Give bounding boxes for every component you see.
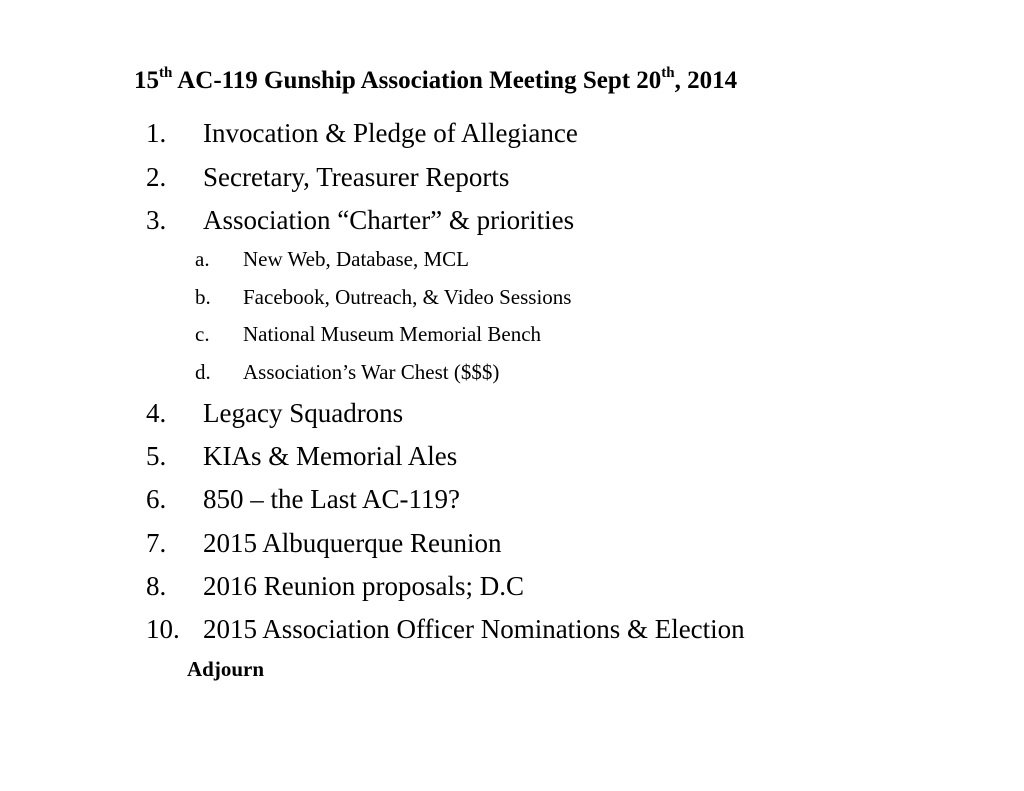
agenda-item-number: 8.: [146, 571, 167, 601]
agenda-subitem-a: [195, 245, 469, 273]
agenda-subitem-letter: c.: [195, 322, 210, 346]
agenda-subitem-letter: b.: [195, 285, 211, 309]
agenda-item-number: 3.: [146, 205, 167, 235]
agenda-subitem-text: Association’s War Chest ($$$): [243, 360, 500, 384]
agenda-item-text: 2015 Association Officer Nominations & Election: [203, 614, 745, 644]
agenda-item-10: [146, 612, 745, 646]
agenda-subitem-b: [195, 283, 571, 311]
agenda-item-7: [146, 526, 501, 560]
agenda-subitem-c: [195, 320, 541, 348]
agenda-item-text: Legacy Squadrons: [203, 398, 404, 428]
agenda-item-1: [146, 116, 578, 150]
agenda-item-3: [146, 203, 574, 237]
agenda-item-text: Secretary, Treasurer Reports: [203, 162, 510, 192]
agenda-subitem-d: [195, 358, 499, 386]
agenda-item-number: 7.: [146, 528, 167, 558]
agenda-item-number: 4.: [146, 398, 167, 428]
document-title: [134, 64, 737, 98]
title-superscript-1: th: [159, 64, 173, 81]
agenda-item-text: Invocation & Pledge of Allegiance: [203, 118, 578, 148]
agenda-item-6: [146, 482, 460, 516]
agenda-subitem-text: National Museum Memorial Bench: [243, 322, 542, 346]
agenda-item-text: 2016 Reunion proposals; D.C: [203, 571, 524, 601]
adjourn-label: Adjourn: [187, 657, 265, 681]
agenda-item-number: 5.: [146, 441, 167, 471]
title-part-1: 15: [134, 67, 159, 94]
agenda-subitem-text: New Web, Database, MCL: [243, 247, 469, 271]
agenda-item-number: 2.: [146, 162, 167, 192]
agenda-item-text: Association “Charter” & priorities: [203, 205, 575, 235]
agenda-item-text: 2015 Albuquerque Reunion: [203, 528, 502, 558]
agenda-item-number: 10.: [146, 614, 180, 644]
agenda-item-text: KIAs & Memorial Ales: [203, 441, 458, 471]
agenda-item-2: [146, 160, 509, 194]
agenda-item-5: [146, 439, 457, 473]
agenda-item-number: 6.: [146, 484, 167, 514]
agenda-subitem-letter: a.: [195, 247, 210, 271]
agenda-item-4: [146, 396, 403, 430]
agenda-item-8: [146, 569, 524, 603]
agenda-item-text: 850 – the Last AC-119?: [203, 484, 460, 514]
title-part-2: AC-119 Gunship Association Meeting Sept 20: [172, 67, 662, 94]
title-superscript-2: th: [661, 64, 675, 81]
agenda-subitem-text: Facebook, Outreach, & Video Sessions: [243, 285, 572, 309]
title-part-3: , 2014: [674, 67, 738, 94]
agenda-item-number: 1.: [146, 118, 167, 148]
agenda-subitem-letter: d.: [195, 360, 211, 384]
